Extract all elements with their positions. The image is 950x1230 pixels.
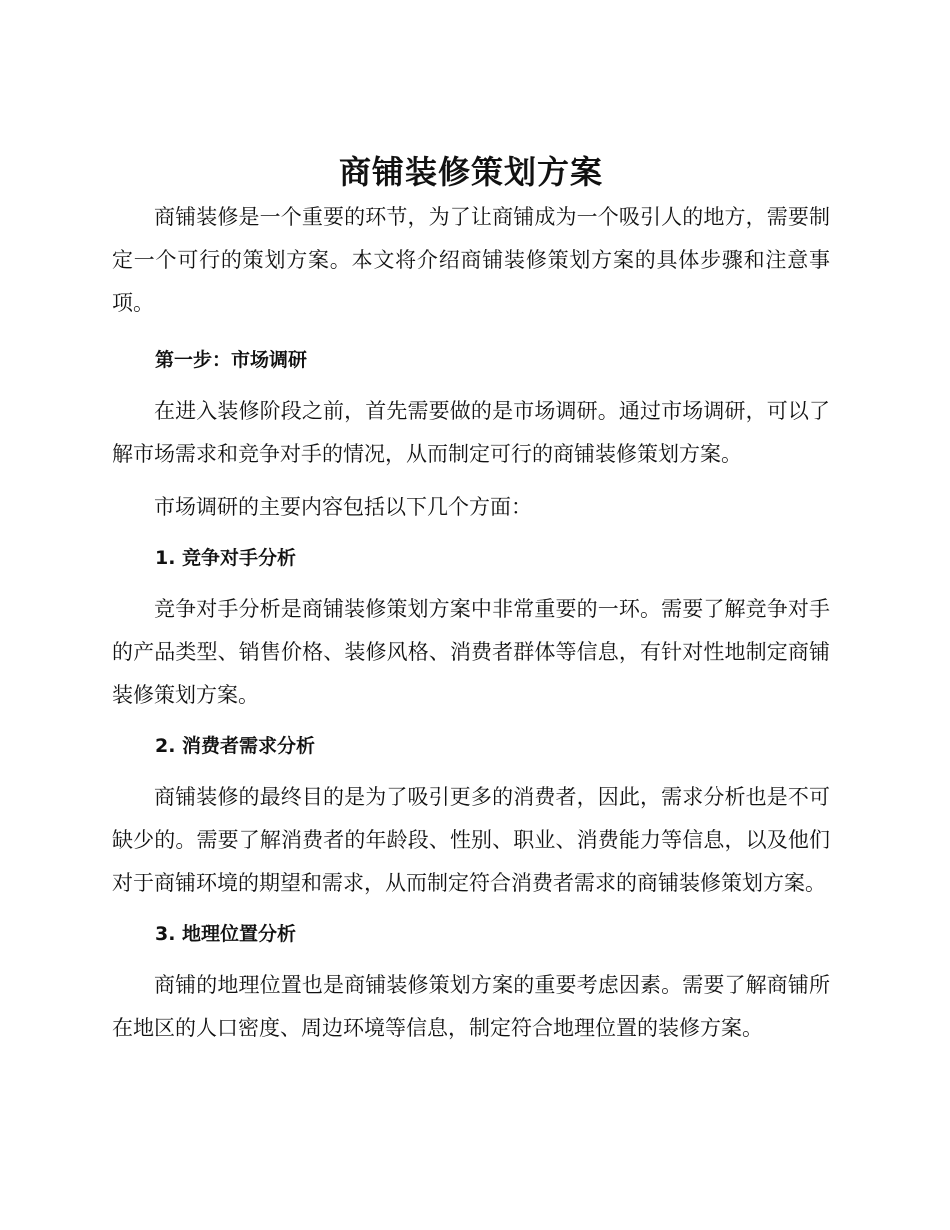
section-paragraph-location: 商铺的地理位置也是商铺装修策划方案的重要考虑因素。需要了解商铺所在地区的人口密度、周边环境等信息，制定符合地理位置的装修方案。 xyxy=(112,973,830,1040)
step1-paragraph-list-intro: 市场调研的主要内容包括以下几个方面： xyxy=(154,495,532,519)
step1-paragraph: 在进入装修阶段之前，首先需要做的是市场调研。通过市场调研，可以了解市场需求和竞争对手的情况，从而制定可行的商铺装修策划方案。 xyxy=(112,399,830,466)
step1-heading: 第一步：市场调研 xyxy=(155,349,308,371)
intro-paragraph: 商铺装修是一个重要的环节，为了让商铺成为一个吸引人的地方，需要制定一个可行的策划方案。本文将介绍商铺装修策划方案的具体步骤和注意事项。 xyxy=(112,205,830,315)
spacer xyxy=(112,476,830,486)
document-page xyxy=(112,150,830,1050)
section-paragraph-competitor: 竞争对手分析是商铺装修策划方案中非常重要的一环。需要了解竞争对手的产品类型、销售价格、装修风格、消费者群体等信息，有针对性地制定商铺装修策划方案。 xyxy=(112,597,830,707)
section-paragraph-consumer: 商铺装修的最终目的是为了吸引更多的消费者，因此，需求分析也是不可缺少的。需要了解消费者的年龄段、性别、职业、消费能力等信息，以及他们对于商铺环境的期望和需求，从而制定符合消费者需求的商铺装修策划方案。 xyxy=(112,785,830,895)
section-heading-competitor: 1. 竞争对手分析 xyxy=(155,547,297,569)
section-heading-consumer: 2. 消费者需求分析 xyxy=(155,735,316,757)
document-title: 商铺装修策划方案 xyxy=(338,153,603,191)
section-heading-location: 3. 地理位置分析 xyxy=(155,923,297,945)
